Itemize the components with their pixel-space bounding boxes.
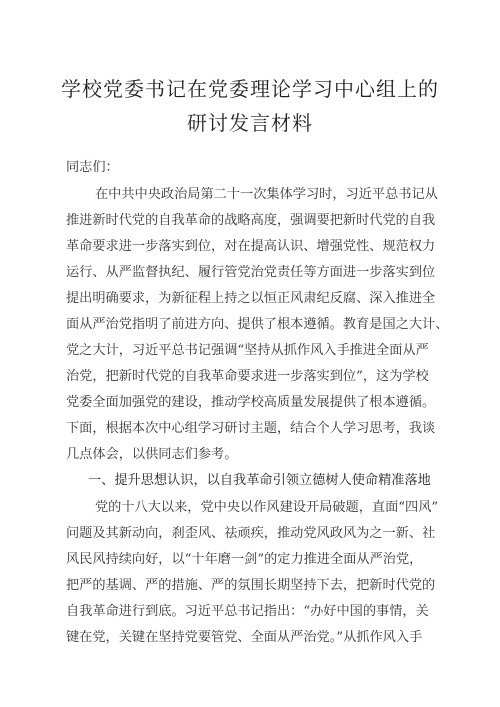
section-heading: 一、提升思想认识，以自我革命引领立德树人使命精准落地 — [88, 473, 431, 488]
paragraph-line: 自我革命进行到底。习近平总书记指出：“办好中国的事情，关 — [66, 604, 429, 619]
paragraph-line: 问题及其新动向，刹歪风、祛顽疾，推动党风政风为之一新、社 — [66, 526, 436, 541]
paragraph-line: 几点体会，以供同志们参考。 — [66, 447, 238, 462]
paragraph-line: 党委全面加强党的建设，推动学校高质量发展提供了根本遵循。 — [66, 395, 436, 410]
paragraph-line: 在中共中央政治局第二十一次集体学习时，习近平总书记从 — [95, 187, 438, 202]
document-title-line-1: 学校党委书记在党委理论学习中心组上的 — [61, 77, 439, 101]
document-title-line-2: 研讨发言材料 — [187, 111, 313, 135]
paragraph-line: 提出明确要求，为新征程上持之以恒正风肃纪反腐、深入推进全 — [66, 291, 436, 306]
paragraph-line: 党的十八大以来，党中央以作风建设开局破题，直面“四风” — [95, 500, 439, 515]
paragraph-line: 面从严治党指明了前进方向、提供了根本遵循。教育是国之大计、 — [66, 317, 449, 332]
paragraph-line: 风民风持续向好，以“十年磨一剑”的定力推进全面从严治党， — [66, 552, 423, 567]
paragraph-line: 革命要求进一步落实到位，对在提高认识、增强党性、规范权力 — [66, 239, 436, 254]
paragraph-line: 运行、从严监督执纪、履行管党治党责任等方面进一步落实到位 — [66, 265, 436, 280]
paragraph-line: 推进新时代党的自我革命的战略高度，强调要把新时代党的自我 — [66, 213, 436, 228]
paragraph-line: 治党，把新时代党的自我革命要求进一步落实到位”，这为学校 — [66, 369, 429, 384]
paragraph-line: 下面，根据本次中心组学习研讨主题，结合个人学习思考，我谈 — [66, 421, 436, 436]
paragraph-line: 键在党，关键在坚持党要管党、全面从严治党。”从抓作风入手 — [66, 630, 423, 645]
paragraph-line: 党之大计，习近平总书记强调“坚持从抓作风入手推进全面从严 — [66, 343, 429, 358]
paragraph-line: 把严的基调、严的措施、严的氛围长期坚持下去，把新时代党的 — [66, 578, 436, 593]
salutation: 同志们： — [66, 160, 119, 175]
